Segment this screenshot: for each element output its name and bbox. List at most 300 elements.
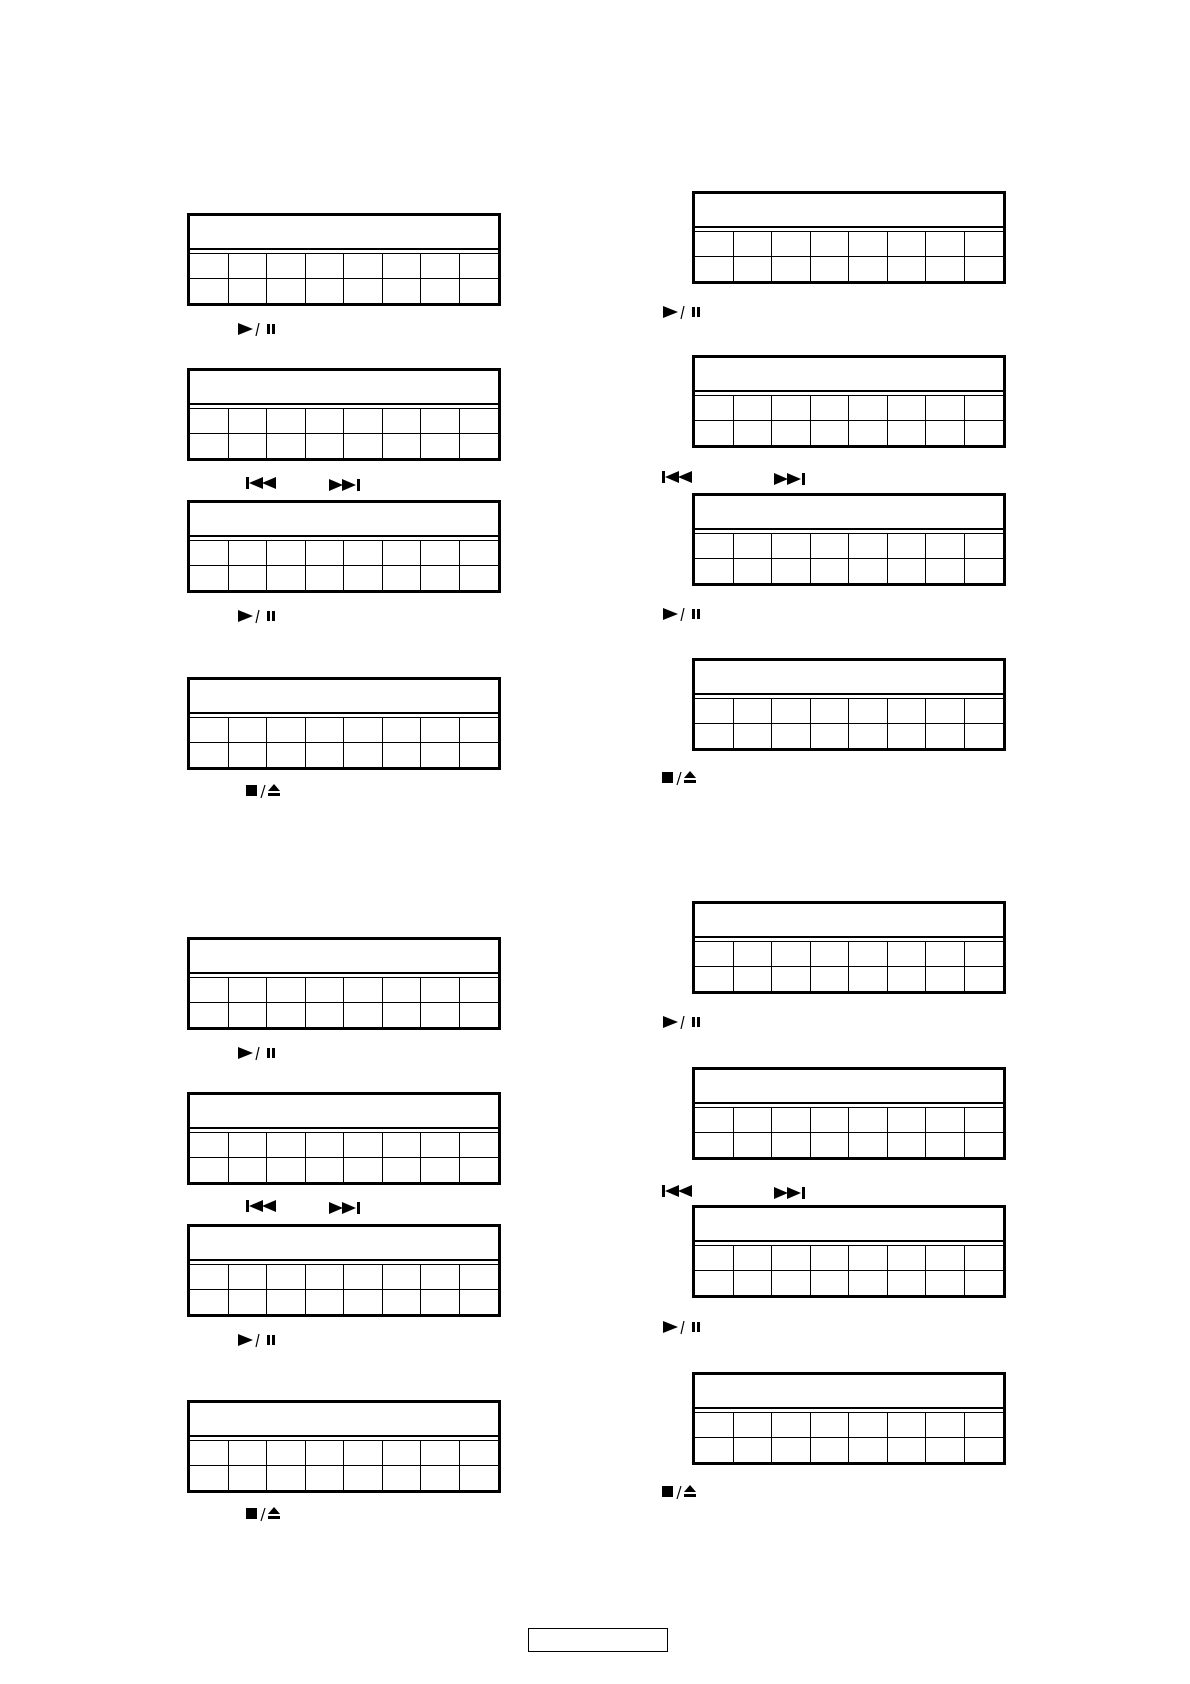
- display-segment-cell: [695, 1438, 734, 1463]
- display-segment-cell: [695, 967, 734, 992]
- display-segment-cell: [811, 967, 850, 992]
- display-segment-cell: [772, 1438, 811, 1463]
- display-segment-cell: [190, 718, 229, 743]
- display-segment-cell: [421, 718, 460, 743]
- display-segment-cell: [190, 1441, 229, 1466]
- display-segment-cell: [306, 1158, 345, 1183]
- display-segment-cell: [849, 421, 888, 446]
- display-segment-cell: [344, 409, 383, 434]
- play-pause-icon: [663, 304, 705, 320]
- display-segment-cell: [965, 421, 1004, 446]
- display-segment-cell: [190, 1290, 229, 1315]
- display-segment-cell: [229, 1265, 268, 1290]
- display-segment-cell: [190, 1133, 229, 1158]
- display-segment-cell: [926, 699, 965, 724]
- display-segment-cell: [695, 396, 734, 421]
- display-segment-cell: [190, 254, 229, 279]
- display-segment-cell: [926, 559, 965, 584]
- display-segment-cell: [695, 1133, 734, 1158]
- prev-icon: [662, 469, 698, 485]
- display-segment-cell: [965, 232, 1004, 257]
- display-segment-cell: [811, 724, 850, 749]
- display-segment-cell: [229, 254, 268, 279]
- display-segment-cell: [811, 559, 850, 584]
- display-segment-cell: [344, 1290, 383, 1315]
- next-icon: [329, 1200, 365, 1216]
- display-segment-cell: [421, 1158, 460, 1183]
- display-segment-cell: [229, 409, 268, 434]
- display-segment-cell: [267, 1441, 306, 1466]
- display-segment-cell: [306, 978, 345, 1003]
- display-segment-cell: [267, 1466, 306, 1491]
- stop-eject-icon: [246, 1506, 282, 1522]
- next-icon: [774, 1185, 810, 1201]
- display-segment-cell: [460, 541, 499, 566]
- display-segment-cell: [926, 967, 965, 992]
- display-segment-cell: [460, 434, 499, 459]
- display-segment-cell: [460, 566, 499, 591]
- display-segment-cell: [849, 257, 888, 282]
- display-segment-cell: [421, 1003, 460, 1028]
- display-panel: [187, 1224, 501, 1317]
- display-segment-cell: [888, 421, 927, 446]
- display-segment-cell: [926, 1246, 965, 1271]
- display-segment-cell: [460, 1158, 499, 1183]
- display-segment-cell: [267, 279, 306, 304]
- display-title-area: [695, 1070, 1003, 1104]
- display-segment-cell: [229, 1290, 268, 1315]
- display-segment-cell: [190, 434, 229, 459]
- play-pause-icon: [663, 606, 705, 622]
- display-segment-cell: [267, 743, 306, 768]
- display-panel: [692, 191, 1006, 284]
- next-icon: [329, 477, 365, 493]
- display-segment-cell: [811, 1438, 850, 1463]
- display-segment-cell: [888, 942, 927, 967]
- display-segment-cell: [306, 254, 345, 279]
- display-segment-cell: [695, 1108, 734, 1133]
- display-segment-cell: [267, 541, 306, 566]
- display-segment-cell: [229, 1441, 268, 1466]
- display-segment-grid: [190, 978, 498, 1027]
- display-segment-cell: [460, 1265, 499, 1290]
- prev-icon: [246, 1198, 282, 1214]
- display-segment-cell: [421, 1441, 460, 1466]
- display-segment-cell: [772, 257, 811, 282]
- display-segment-cell: [344, 978, 383, 1003]
- display-segment-cell: [849, 942, 888, 967]
- display-segment-cell: [734, 534, 773, 559]
- display-segment-cell: [888, 1108, 927, 1133]
- display-segment-cell: [811, 396, 850, 421]
- display-segment-cell: [344, 1265, 383, 1290]
- display-segment-cell: [229, 718, 268, 743]
- display-panel: [692, 658, 1006, 751]
- display-segment-cell: [926, 942, 965, 967]
- display-panel: [187, 1400, 501, 1493]
- display-segment-cell: [190, 566, 229, 591]
- display-segment-cell: [306, 541, 345, 566]
- display-segment-cell: [229, 1466, 268, 1491]
- display-panel: [692, 355, 1006, 448]
- display-segment-cell: [734, 232, 773, 257]
- display-segment-cell: [888, 534, 927, 559]
- display-segment-cell: [344, 541, 383, 566]
- display-segment-cell: [965, 1438, 1004, 1463]
- display-title-area: [190, 216, 498, 250]
- display-segment-cell: [772, 559, 811, 584]
- display-segment-cell: [421, 743, 460, 768]
- display-segment-cell: [344, 1466, 383, 1491]
- display-segment-cell: [965, 942, 1004, 967]
- display-title-area: [695, 661, 1003, 695]
- display-segment-cell: [267, 718, 306, 743]
- display-segment-cell: [811, 257, 850, 282]
- display-segment-cell: [772, 967, 811, 992]
- display-segment-cell: [965, 724, 1004, 749]
- display-segment-grid: [190, 409, 498, 458]
- display-segment-grid: [190, 1133, 498, 1182]
- display-segment-cell: [772, 421, 811, 446]
- display-segment-cell: [811, 421, 850, 446]
- display-segment-cell: [344, 1158, 383, 1183]
- display-segment-cell: [306, 566, 345, 591]
- display-segment-grid: [695, 942, 1003, 991]
- display-segment-cell: [965, 1108, 1004, 1133]
- display-segment-cell: [965, 396, 1004, 421]
- display-segment-cell: [190, 409, 229, 434]
- display-segment-grid: [190, 254, 498, 303]
- display-segment-cell: [849, 396, 888, 421]
- display-segment-cell: [460, 409, 499, 434]
- stop-eject-icon: [246, 783, 282, 799]
- prev-icon: [246, 475, 282, 491]
- display-segment-grid: [695, 1413, 1003, 1462]
- display-segment-cell: [734, 724, 773, 749]
- display-segment-cell: [383, 1265, 422, 1290]
- display-segment-cell: [734, 1271, 773, 1296]
- display-segment-cell: [926, 1133, 965, 1158]
- display-segment-cell: [460, 743, 499, 768]
- display-segment-cell: [306, 279, 345, 304]
- display-segment-grid: [190, 1265, 498, 1314]
- display-title-area: [695, 496, 1003, 530]
- display-segment-cell: [421, 566, 460, 591]
- display-segment-cell: [344, 1441, 383, 1466]
- display-segment-cell: [190, 1158, 229, 1183]
- display-segment-cell: [965, 559, 1004, 584]
- display-panel: [187, 500, 501, 593]
- display-segment-cell: [190, 1466, 229, 1491]
- display-segment-cell: [229, 1003, 268, 1028]
- display-segment-cell: [383, 978, 422, 1003]
- display-segment-cell: [383, 279, 422, 304]
- display-segment-cell: [734, 421, 773, 446]
- display-segment-cell: [926, 257, 965, 282]
- display-segment-cell: [926, 396, 965, 421]
- display-segment-cell: [734, 1246, 773, 1271]
- play-pause-icon: [238, 1332, 280, 1348]
- display-segment-cell: [190, 743, 229, 768]
- display-segment-cell: [306, 743, 345, 768]
- display-segment-cell: [734, 1413, 773, 1438]
- display-segment-cell: [926, 724, 965, 749]
- display-segment-cell: [344, 254, 383, 279]
- display-segment-cell: [267, 409, 306, 434]
- stop-eject-icon: [662, 770, 698, 786]
- display-segment-cell: [460, 1441, 499, 1466]
- display-panel: [692, 493, 1006, 586]
- display-segment-cell: [421, 254, 460, 279]
- display-segment-cell: [421, 434, 460, 459]
- display-segment-cell: [849, 724, 888, 749]
- display-segment-cell: [695, 1271, 734, 1296]
- display-segment-cell: [306, 434, 345, 459]
- display-segment-cell: [965, 1133, 1004, 1158]
- display-segment-cell: [306, 1290, 345, 1315]
- display-segment-cell: [306, 1003, 345, 1028]
- display-panel: [187, 213, 501, 306]
- display-segment-cell: [383, 1290, 422, 1315]
- display-segment-cell: [460, 978, 499, 1003]
- display-panel: [692, 1067, 1006, 1160]
- display-panel: [692, 1205, 1006, 1298]
- display-segment-cell: [383, 409, 422, 434]
- display-segment-cell: [383, 254, 422, 279]
- display-segment-cell: [344, 1003, 383, 1028]
- display-segment-cell: [229, 743, 268, 768]
- display-segment-cell: [344, 743, 383, 768]
- display-segment-cell: [267, 1265, 306, 1290]
- display-segment-cell: [888, 232, 927, 257]
- display-segment-cell: [772, 1413, 811, 1438]
- play-pause-icon: [663, 1319, 705, 1335]
- display-segment-cell: [267, 434, 306, 459]
- play-pause-icon: [663, 1014, 705, 1030]
- display-segment-cell: [734, 1133, 773, 1158]
- display-segment-cell: [267, 978, 306, 1003]
- display-segment-cell: [695, 1413, 734, 1438]
- display-segment-cell: [734, 257, 773, 282]
- display-title-area: [695, 1375, 1003, 1409]
- display-segment-cell: [965, 257, 1004, 282]
- display-segment-cell: [849, 967, 888, 992]
- display-segment-cell: [811, 1133, 850, 1158]
- display-segment-cell: [926, 1271, 965, 1296]
- display-segment-cell: [849, 559, 888, 584]
- display-segment-cell: [695, 559, 734, 584]
- display-segment-cell: [734, 1108, 773, 1133]
- display-segment-cell: [888, 257, 927, 282]
- display-segment-cell: [267, 566, 306, 591]
- display-segment-cell: [888, 699, 927, 724]
- display-segment-cell: [734, 559, 773, 584]
- display-segment-cell: [383, 541, 422, 566]
- display-segment-cell: [229, 978, 268, 1003]
- display-segment-cell: [695, 942, 734, 967]
- display-segment-cell: [306, 1265, 345, 1290]
- display-segment-cell: [190, 541, 229, 566]
- display-segment-grid: [695, 232, 1003, 281]
- stop-eject-icon: [662, 1484, 698, 1500]
- display-segment-cell: [460, 1003, 499, 1028]
- display-segment-cell: [695, 1246, 734, 1271]
- display-title-area: [695, 1208, 1003, 1242]
- display-segment-cell: [306, 718, 345, 743]
- display-segment-cell: [695, 421, 734, 446]
- display-segment-cell: [888, 396, 927, 421]
- display-segment-cell: [849, 534, 888, 559]
- display-segment-cell: [306, 1466, 345, 1491]
- display-segment-grid: [695, 1108, 1003, 1157]
- display-segment-cell: [460, 1466, 499, 1491]
- play-pause-icon: [238, 608, 280, 624]
- display-segment-cell: [849, 699, 888, 724]
- display-title-area: [190, 371, 498, 405]
- prev-icon: [662, 1183, 698, 1199]
- display-panel: [187, 368, 501, 461]
- display-segment-cell: [811, 232, 850, 257]
- display-segment-cell: [965, 699, 1004, 724]
- display-segment-cell: [888, 967, 927, 992]
- display-segment-cell: [460, 254, 499, 279]
- display-panel: [187, 937, 501, 1030]
- display-segment-cell: [695, 534, 734, 559]
- display-segment-cell: [965, 967, 1004, 992]
- display-segment-cell: [734, 942, 773, 967]
- display-segment-cell: [772, 699, 811, 724]
- display-segment-cell: [421, 279, 460, 304]
- display-segment-cell: [926, 1438, 965, 1463]
- display-segment-cell: [306, 409, 345, 434]
- display-panel: [692, 901, 1006, 994]
- display-segment-cell: [849, 1413, 888, 1438]
- display-segment-cell: [926, 534, 965, 559]
- display-segment-cell: [811, 699, 850, 724]
- display-segment-grid: [190, 1441, 498, 1490]
- display-segment-cell: [383, 743, 422, 768]
- display-title-area: [695, 194, 1003, 228]
- display-segment-cell: [772, 1271, 811, 1296]
- display-segment-cell: [772, 534, 811, 559]
- display-segment-cell: [383, 566, 422, 591]
- display-segment-cell: [888, 724, 927, 749]
- display-segment-cell: [888, 1438, 927, 1463]
- display-segment-cell: [229, 1133, 268, 1158]
- display-segment-grid: [695, 699, 1003, 748]
- display-title-area: [190, 680, 498, 714]
- display-panel: [187, 677, 501, 770]
- display-segment-cell: [383, 718, 422, 743]
- display-segment-cell: [772, 1108, 811, 1133]
- display-segment-cell: [421, 409, 460, 434]
- display-segment-cell: [734, 699, 773, 724]
- display-segment-cell: [888, 1133, 927, 1158]
- display-segment-cell: [229, 279, 268, 304]
- display-segment-cell: [306, 1441, 345, 1466]
- play-pause-icon: [238, 321, 280, 337]
- display-segment-cell: [811, 1108, 850, 1133]
- display-segment-cell: [383, 434, 422, 459]
- display-title-area: [190, 940, 498, 974]
- display-segment-cell: [190, 1265, 229, 1290]
- display-segment-cell: [849, 232, 888, 257]
- display-segment-cell: [229, 1158, 268, 1183]
- display-segment-cell: [383, 1158, 422, 1183]
- display-segment-cell: [926, 1108, 965, 1133]
- display-segment-cell: [695, 699, 734, 724]
- display-segment-grid: [190, 718, 498, 767]
- display-segment-cell: [190, 279, 229, 304]
- display-segment-grid: [695, 396, 1003, 445]
- display-segment-cell: [849, 1271, 888, 1296]
- display-segment-cell: [421, 541, 460, 566]
- display-segment-cell: [811, 534, 850, 559]
- display-segment-cell: [888, 559, 927, 584]
- display-title-area: [695, 358, 1003, 392]
- display-segment-grid: [695, 534, 1003, 583]
- display-panel: [187, 1092, 501, 1185]
- display-segment-cell: [460, 1290, 499, 1315]
- display-segment-grid: [695, 1246, 1003, 1295]
- display-segment-cell: [849, 1246, 888, 1271]
- display-segment-cell: [734, 1438, 773, 1463]
- display-segment-cell: [811, 1271, 850, 1296]
- display-panel: [692, 1372, 1006, 1465]
- display-segment-cell: [849, 1108, 888, 1133]
- display-segment-cell: [306, 1133, 345, 1158]
- display-segment-cell: [734, 396, 773, 421]
- display-segment-cell: [772, 724, 811, 749]
- display-segment-cell: [344, 279, 383, 304]
- display-segment-cell: [344, 1133, 383, 1158]
- display-segment-cell: [772, 1246, 811, 1271]
- display-segment-cell: [811, 1246, 850, 1271]
- display-segment-cell: [888, 1413, 927, 1438]
- display-segment-cell: [421, 1466, 460, 1491]
- display-segment-cell: [695, 257, 734, 282]
- display-segment-cell: [849, 1133, 888, 1158]
- display-segment-cell: [965, 534, 1004, 559]
- display-segment-cell: [811, 1413, 850, 1438]
- display-segment-cell: [965, 1413, 1004, 1438]
- display-segment-cell: [229, 434, 268, 459]
- display-segment-cell: [460, 279, 499, 304]
- display-segment-cell: [267, 254, 306, 279]
- display-segment-cell: [888, 1271, 927, 1296]
- display-segment-cell: [849, 1438, 888, 1463]
- display-title-area: [190, 503, 498, 537]
- display-segment-cell: [421, 1290, 460, 1315]
- display-segment-cell: [190, 978, 229, 1003]
- display-segment-cell: [344, 434, 383, 459]
- display-segment-cell: [695, 724, 734, 749]
- display-segment-cell: [965, 1271, 1004, 1296]
- display-segment-cell: [772, 396, 811, 421]
- display-segment-cell: [421, 1133, 460, 1158]
- display-segment-cell: [383, 1003, 422, 1028]
- display-segment-cell: [926, 421, 965, 446]
- display-segment-grid: [190, 541, 498, 590]
- display-segment-cell: [229, 541, 268, 566]
- display-segment-cell: [772, 232, 811, 257]
- display-segment-cell: [267, 1158, 306, 1183]
- display-segment-cell: [460, 1133, 499, 1158]
- display-segment-cell: [734, 967, 773, 992]
- page-number-box: [528, 1628, 668, 1652]
- display-segment-cell: [267, 1003, 306, 1028]
- display-segment-cell: [695, 232, 734, 257]
